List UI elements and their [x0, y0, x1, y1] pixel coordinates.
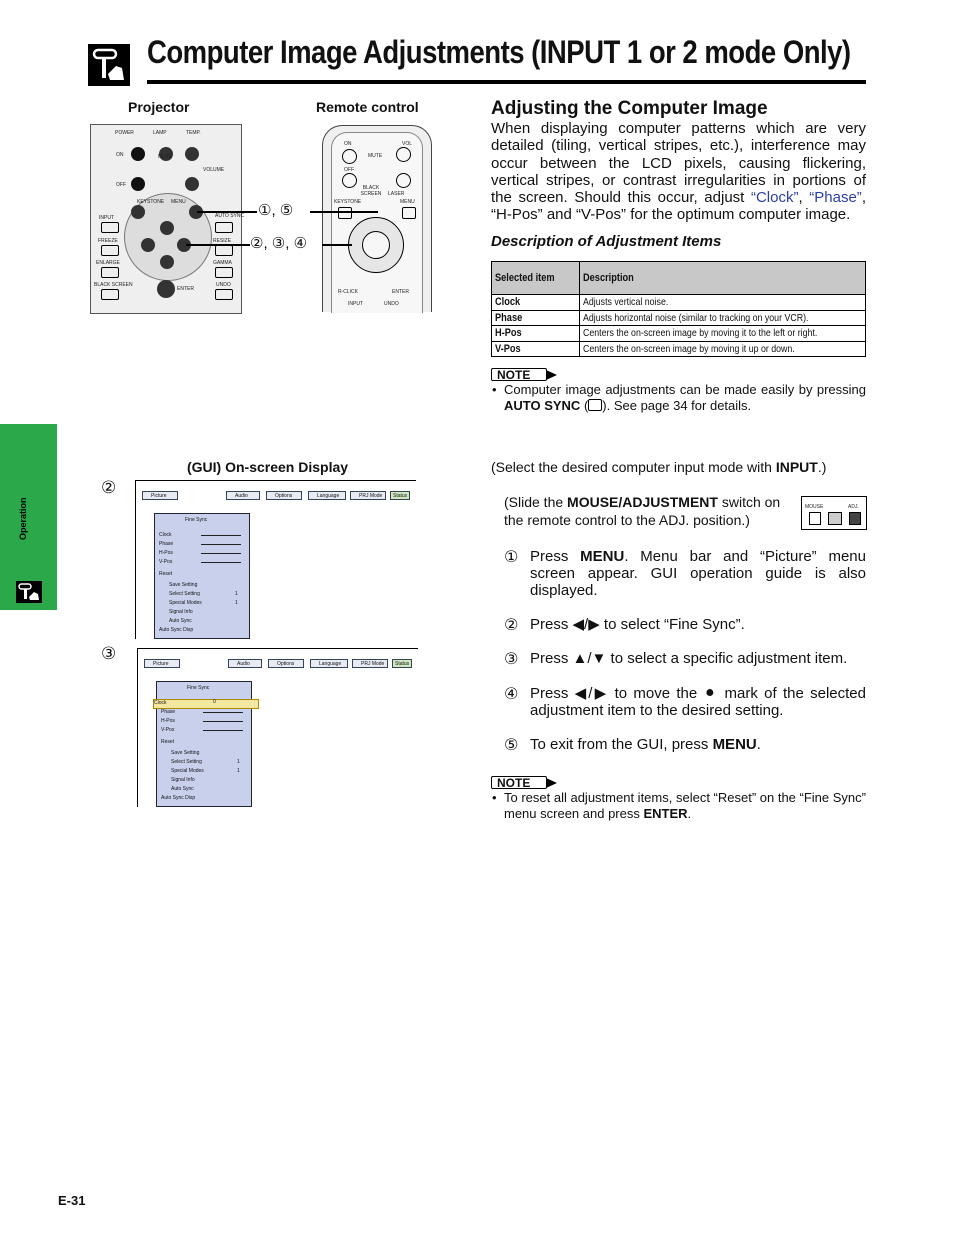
step-3-text: Press ▲/▼ to select a specific adjustment item.: [530, 650, 848, 667]
menu-prj-mode: PRJ Mode: [352, 659, 388, 668]
panel-signal-info: Signal Info: [171, 777, 195, 783]
table-row: [492, 341, 866, 357]
proj-left-button: [141, 238, 155, 252]
intro-text-2: , “H-Pos” and “V-Pos” for the optimum computer image.: [491, 189, 866, 224]
panel-item-phase: Phase: [161, 709, 176, 715]
remote-on-label: ON: [344, 141, 352, 147]
slider-clock: [201, 535, 241, 536]
panel-value-clock: 0: [213, 699, 216, 705]
remote-laser-label: LASER: [388, 191, 405, 197]
proj-down-button: [160, 255, 174, 269]
table-row: [492, 295, 866, 311]
table-cell-item: Clock: [492, 295, 580, 311]
table-row: [492, 310, 866, 326]
gui-screen-step-2: [135, 480, 416, 639]
step-1-number: ①: [504, 549, 519, 566]
remote-menu-label: MENU: [400, 199, 415, 205]
remote-keystone-button: [338, 207, 352, 219]
switch-mouse-icon: [809, 512, 821, 525]
table-row: [492, 326, 866, 342]
panel-save-setting: Save Setting: [171, 750, 200, 756]
proj-blackscreen-button: [101, 289, 119, 300]
section-title: Adjusting the Computer Image: [491, 98, 768, 119]
table-cell-description: Centers the on-screen image by moving it up or down.: [580, 341, 866, 357]
remote-label: Remote control: [316, 99, 419, 115]
step-3-number: ③: [504, 651, 519, 668]
table-header-row: [492, 262, 866, 295]
remote-off-label: OFF: [344, 167, 354, 173]
clock-link[interactable]: “Clock”: [750, 189, 799, 207]
menu-language: Language: [310, 659, 348, 668]
phase-link[interactable]: “Phase”: [809, 189, 862, 207]
select-input-instruction: (Select the desired computer input mode with INPUT.): [491, 459, 827, 475]
gui-label: (GUI) On-screen Display: [187, 459, 349, 475]
title-rule: [147, 80, 866, 84]
switch-slider: [828, 512, 842, 525]
panel-title: Fine Sync: [187, 685, 210, 691]
note-2-text: • To reset all adjustment items, select “Reset” on the “Fine Sync” menu screen and press ENTER.: [492, 790, 866, 821]
table-header-description: Description: [580, 262, 866, 295]
adjustment-items-table: [491, 261, 866, 357]
intro-separator: ,: [798, 189, 810, 207]
panel-select-value: 1: [237, 759, 240, 765]
step-5-number: ⑤: [504, 737, 519, 754]
proj-enter-button: [157, 280, 175, 298]
callout-steps-2-3-4: ②, ③, ④: [250, 235, 308, 252]
proj-resize-label: RESIZE: [213, 238, 232, 244]
proj-enlarge-button: [101, 267, 119, 278]
panel-item-clock: Clock: [159, 532, 172, 538]
page-title: Computer Image Adjustments (INPUT 1 or 2 mode Only): [147, 34, 851, 70]
panel-item-clock-selected: Clock: [153, 699, 259, 709]
menu-options: Options: [266, 491, 302, 500]
panel-special-modes: Special Modes: [169, 600, 202, 606]
remote-rclick-label: R-CLICK: [338, 289, 359, 295]
remote-input-label: INPUT: [348, 301, 363, 307]
intro-text-1: When displaying computer patterns which are very detailed (tiling, vertical stripes, etc.), interference may occur between the LCD pixels, causing flickering, vertical stripes, or contrast irregularities in portions of the screen. Should this occur, adjust: [491, 120, 866, 207]
menu-picture: Picture: [144, 659, 180, 668]
autosync-icon: [588, 399, 602, 411]
proj-mute-label: MUTE: [158, 154, 173, 160]
proj-autosync-label: AUTO SYNC: [215, 213, 245, 219]
panel-item-vpos: V-Pos: [159, 559, 173, 565]
remote-undo-label: UNDO: [384, 301, 399, 307]
slider-vpos: [203, 730, 243, 731]
remote-vol-up-button: [396, 147, 411, 162]
remote-menu-button: [402, 207, 416, 219]
gui-screen-step-3: [137, 648, 418, 807]
proj-menu-label: MENU: [171, 199, 186, 205]
slider-phase: [201, 544, 241, 545]
panel-special-modes: Special Modes: [171, 768, 204, 774]
menu-audio: Audio: [226, 491, 260, 500]
slider-phase: [203, 712, 243, 713]
slide-switch-instruction: (Slide the MOUSE/ADJUSTMENT switch on the remote control to the ADJ. position.): [504, 494, 781, 528]
projector-label: Projector: [128, 99, 190, 115]
intro-paragraph: [491, 120, 866, 224]
fine-sync-panel: [154, 513, 250, 639]
panel-auto-sync-disp: Auto Sync Disp: [161, 795, 196, 801]
proj-volume-label: VOLUME: [203, 167, 225, 173]
panel-item-hpos: H-Pos: [159, 550, 173, 556]
table-cell-description: Adjusts vertical noise.: [580, 295, 866, 311]
panel-select-value: 1: [235, 591, 238, 597]
switch-mouse-label: MOUSE: [805, 504, 824, 510]
remote-keystone-label: KEYSTONE: [334, 199, 362, 205]
proj-resize-button: [215, 245, 233, 256]
step-2-text: Press ◀/▶ to select “Fine Sync”.: [530, 616, 745, 633]
proj-keystone-label: KEYSTONE: [137, 199, 165, 205]
proj-keystone-button: [131, 205, 145, 219]
remote-dpad-center: [362, 231, 390, 259]
panel-item-phase: Phase: [159, 541, 174, 547]
proj-undo-label: UNDO: [216, 282, 231, 288]
table-header-item: Selected item: [492, 262, 580, 295]
gui-step-2-number: ②: [101, 478, 117, 497]
proj-input-label: INPUT: [99, 215, 114, 221]
slider-hpos: [201, 553, 241, 554]
remote-blackscreen-label: BLACK SCREEN: [360, 185, 382, 197]
remote-enter-label: ENTER: [392, 289, 409, 295]
callout-line-menu-left: [197, 211, 257, 213]
switch-adj-icon: [849, 512, 861, 525]
menu-language: Language: [308, 491, 346, 500]
panel-special-value: 1: [237, 768, 240, 774]
page-number: E-31: [58, 1193, 86, 1208]
panel-item-vpos: V-Pos: [161, 727, 175, 733]
step-2-number: ②: [504, 617, 519, 634]
side-tab-label: Operation: [18, 497, 28, 540]
panel-auto-sync: Auto Sync: [169, 618, 192, 624]
proj-blackscreen-label: BLACK SCREEN: [94, 282, 133, 288]
remote-control-illustration: [322, 125, 432, 312]
remote-vol-down-button: [396, 173, 411, 188]
proj-freeze-button: [101, 245, 119, 256]
remote-vol-label: VOL: [402, 141, 413, 147]
step-5-text: To exit from the GUI, press MENU.: [530, 736, 761, 753]
slider-vpos: [201, 562, 241, 563]
menu-status: Status: [390, 491, 410, 500]
table-cell-item: H-Pos: [492, 326, 580, 342]
panel-reset: Reset: [161, 739, 175, 745]
proj-enlarge-label: ENLARGE: [96, 260, 120, 266]
proj-undo-button: [215, 289, 233, 300]
projector-panel-illustration: [90, 124, 245, 314]
remote-body: [331, 132, 423, 313]
table-cell-item: Phase: [492, 310, 580, 326]
table-cell-description: Centers the on-screen image by moving it to the left or right.: [580, 326, 866, 342]
proj-temp-label: TEMP.: [186, 130, 201, 136]
gui-step-3-number: ③: [101, 644, 117, 663]
note-badge: NOTE: [491, 776, 547, 789]
step-4-number: ④: [504, 686, 519, 703]
note-badge: NOTE: [491, 368, 547, 381]
remote-on-button: [342, 149, 357, 164]
panel-special-value: 1: [235, 600, 238, 606]
remote-mute-label: MUTE: [368, 153, 383, 159]
description-heading: Description of Adjustment Items: [491, 233, 722, 250]
panel-title: Fine Sync: [185, 517, 208, 523]
callout-steps-1-5: ①, ⑤: [258, 202, 294, 219]
panel-item-hpos: H-Pos: [161, 718, 175, 724]
proj-gamma-label: GAMMA: [213, 260, 232, 266]
section-icon: [88, 44, 130, 86]
note-1-text: • Computer image adjustments can be made easily by pressing AUTO SYNC ( ). See page 34 for details.: [492, 382, 866, 413]
proj-gamma-button: [215, 267, 233, 278]
proj-vol-up-button: [185, 147, 199, 161]
panel-select-setting: Select Setting: [169, 591, 200, 597]
panel-reset: Reset: [159, 571, 173, 577]
remote-off-button: [342, 173, 357, 188]
slider-hpos: [203, 721, 243, 722]
callout-line-dpad-right: [322, 244, 352, 246]
callout-line-menu-right: [310, 211, 378, 213]
menu-status: Status: [392, 659, 412, 668]
proj-power-label: POWER: [115, 130, 134, 136]
proj-enter-label: ENTER: [177, 286, 194, 292]
proj-on-button: [131, 147, 145, 161]
table-cell-description: Adjusts horizontal noise (similar to tracking on your VCR).: [580, 310, 866, 326]
proj-off-button: [131, 177, 145, 191]
panel-auto-sync-disp: Auto Sync Disp: [159, 627, 194, 633]
proj-autosync-button: [215, 222, 233, 233]
fine-sync-panel: [156, 681, 252, 807]
proj-on-label: ON: [116, 152, 124, 158]
proj-off-label: OFF: [116, 182, 126, 188]
switch-adj-label: ADJ.: [848, 504, 859, 510]
table-cell-item: V-Pos: [492, 341, 580, 357]
panel-signal-info: Signal Info: [169, 609, 193, 615]
menu-audio: Audio: [228, 659, 262, 668]
panel-select-setting: Select Setting: [171, 759, 202, 765]
proj-freeze-label: FREEZE: [98, 238, 118, 244]
proj-input-button: [101, 222, 119, 233]
step-1-text: Press MENU. Menu bar and “Picture” menu screen appear. GUI operation guide is also displayed.: [530, 548, 866, 599]
menu-options: Options: [268, 659, 304, 668]
menu-picture: Picture: [142, 491, 178, 500]
callout-line-dpad-left: [186, 244, 250, 246]
side-tab-icon: [16, 581, 42, 603]
proj-up-button: [160, 221, 174, 235]
step-4-text: Press ◀/▶ to move the ⚫ mark of the selected adjustment item to the desired setting.: [530, 685, 866, 719]
proj-vol-down-button: [185, 177, 199, 191]
panel-save-setting: Save Setting: [169, 582, 198, 588]
mouse-adjustment-switch-illustration: [801, 496, 867, 530]
menu-prj-mode: PRJ Mode: [350, 491, 386, 500]
panel-auto-sync: Auto Sync: [171, 786, 194, 792]
proj-lamp-label: LAMP: [153, 130, 167, 136]
